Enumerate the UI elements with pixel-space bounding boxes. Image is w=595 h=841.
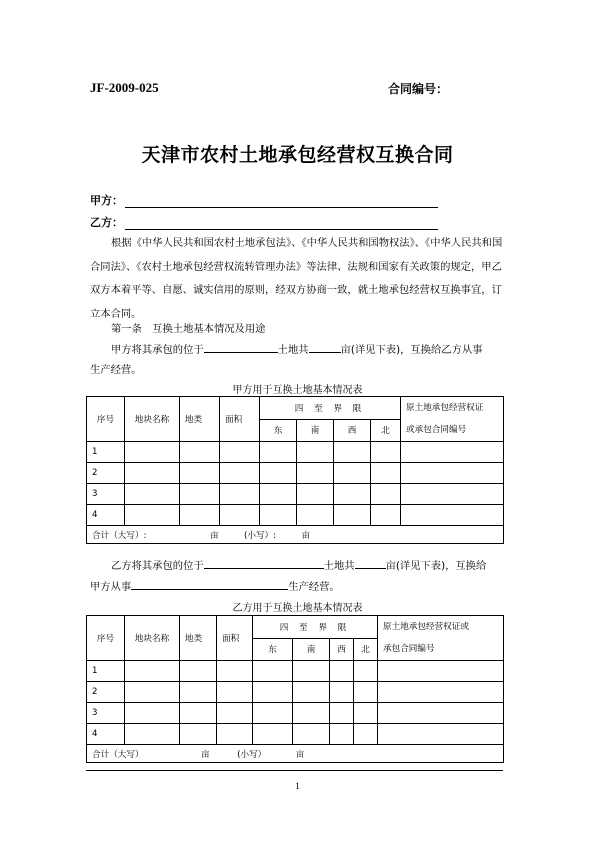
total-unit-2: 亩 (301, 530, 311, 541)
total-small-label: (小写） (237, 749, 267, 760)
table-cell[interactable] (297, 505, 334, 526)
col-bounds-header: 四 至 界 限 (260, 397, 401, 420)
table-cell[interactable] (180, 442, 220, 463)
table-cell[interactable] (330, 703, 354, 724)
col-bounds-header: 四 至 界 限 (253, 616, 378, 639)
table-cell[interactable] (401, 505, 504, 526)
cert-header-line-2: 或承包合同编号 (406, 425, 467, 435)
table-cell[interactable] (125, 661, 180, 682)
table-cell[interactable] (220, 442, 260, 463)
table-cell[interactable] (401, 463, 504, 484)
table-cell[interactable] (180, 682, 217, 703)
table-cell[interactable] (371, 442, 401, 463)
table-cell[interactable] (330, 724, 354, 745)
cert-header-line-1: 原土地承包经营权证或 (383, 622, 469, 632)
table-cell[interactable] (180, 463, 220, 484)
table-cell[interactable] (378, 682, 504, 703)
document-code: JF-2009-025 (90, 80, 159, 95)
table-cell[interactable] (401, 484, 504, 505)
col-north-header: 北 (354, 638, 378, 661)
table-cell[interactable] (334, 484, 371, 505)
col-east-header: 东 (253, 638, 293, 661)
col-north-header: 北 (371, 419, 401, 442)
total-small-label: (小写）: (244, 530, 277, 541)
table-cell[interactable] (260, 505, 297, 526)
row-number: 2 (87, 682, 125, 703)
col-south-header: 南 (297, 419, 334, 442)
party-a-blank (125, 196, 438, 208)
divider (86, 770, 503, 771)
row-number: 2 (87, 463, 125, 484)
party-b-land-line (111, 557, 486, 572)
table-cell[interactable] (125, 505, 180, 526)
table-row (87, 484, 504, 505)
row-number: 3 (87, 703, 125, 724)
party-b-label: 乙方： (90, 216, 123, 229)
table-cell[interactable] (217, 703, 253, 724)
b-location-blank (204, 558, 324, 569)
party-a-land-table (86, 396, 504, 544)
table-row (87, 724, 504, 745)
table-cell[interactable] (125, 724, 180, 745)
table-cell[interactable] (253, 724, 293, 745)
col-cert-header (378, 616, 504, 661)
party-b-land-table (86, 615, 504, 763)
col-no-header: 序号 (87, 616, 125, 661)
table-cell[interactable] (217, 661, 253, 682)
table-cell[interactable] (180, 724, 217, 745)
table-cell[interactable] (217, 724, 253, 745)
table-cell[interactable] (253, 682, 293, 703)
table-cell[interactable] (260, 442, 297, 463)
table-cell[interactable] (220, 505, 260, 526)
total-unit-1: 亩 (209, 530, 219, 541)
party-a-land-line (111, 341, 482, 356)
table-cell[interactable] (293, 724, 330, 745)
table-cell[interactable] (180, 484, 220, 505)
table-cell[interactable] (125, 703, 180, 724)
table-row (87, 682, 504, 703)
col-type-header: 地类 (180, 616, 217, 661)
row-number: 4 (87, 724, 125, 745)
table-cell[interactable] (354, 661, 378, 682)
table-cell[interactable] (354, 724, 378, 745)
table-total-row (87, 745, 504, 763)
table-cell[interactable] (125, 682, 180, 703)
table-cell[interactable] (330, 661, 354, 682)
table-cell[interactable] (371, 463, 401, 484)
col-area-header: 面积 (217, 616, 253, 661)
b-area-blank (355, 558, 386, 569)
col-area-header: 面积 (220, 397, 260, 442)
table-cell[interactable] (180, 505, 220, 526)
table-cell[interactable] (220, 484, 260, 505)
table-cell[interactable] (253, 703, 293, 724)
table-cell[interactable] (378, 724, 504, 745)
table-cell[interactable] (217, 682, 253, 703)
table-cell[interactable] (125, 442, 180, 463)
table-cell[interactable] (297, 463, 334, 484)
col-name-header: 地块名称 (125, 616, 180, 661)
article-1-title: 第一条 互换土地基本情况及用途 (111, 323, 266, 335)
a-line-text-3: 亩(详见下表)，互换给乙方从事 (340, 344, 483, 356)
cert-header-line-2: 承包合同编号 (383, 644, 435, 654)
table-cell[interactable] (260, 463, 297, 484)
b-line-text-2: 土地共 (323, 560, 355, 572)
row-number: 1 (87, 661, 125, 682)
a-line-text-2: 土地共 (277, 344, 309, 356)
table-cell[interactable] (378, 703, 504, 724)
col-west-header: 西 (334, 419, 371, 442)
b-line2-text-1: 甲方从事 (90, 581, 132, 593)
row-number: 3 (87, 484, 125, 505)
table-row (87, 505, 504, 526)
table-cell[interactable] (125, 463, 180, 484)
b-line-text-3: 亩(详见下表)，互换给 (385, 560, 487, 572)
table-cell[interactable] (125, 484, 180, 505)
party-a-line (90, 192, 438, 208)
a-line-text-1: 甲方将其承包的位于 (111, 344, 204, 356)
table-cell[interactable] (378, 661, 504, 682)
table-row (87, 442, 504, 463)
total-label: 合计（大写）: (92, 530, 147, 541)
table-cell[interactable] (334, 505, 371, 526)
contract-number-label: 合同编号： (388, 82, 449, 96)
b-line-text-1: 乙方将其承包的位于 (111, 560, 204, 572)
table-cell[interactable] (260, 484, 297, 505)
table-a-caption: 甲方用于互换土地基本情况表 (232, 385, 363, 396)
b-use-blank (131, 579, 288, 590)
col-no-header: 序号 (87, 397, 125, 442)
party-a-label: 甲方： (90, 194, 123, 207)
col-cert-header (401, 397, 504, 442)
table-cell[interactable] (297, 442, 334, 463)
table-row (87, 703, 504, 724)
total-unit-2: 亩 (295, 749, 305, 760)
table-cell[interactable] (401, 442, 504, 463)
b-line2-text-2: 生产经营。 (288, 581, 340, 593)
table-cell[interactable] (371, 484, 401, 505)
party-b-line (90, 214, 438, 230)
table-cell[interactable] (180, 661, 217, 682)
table-cell[interactable] (293, 661, 330, 682)
cert-header-line-1: 原土地承包经营权证 (406, 403, 484, 413)
table-total-row (87, 526, 504, 544)
table-cell[interactable] (330, 682, 354, 703)
party-a-land-line-2: 生产经营。 (90, 364, 142, 376)
page-number: 1 (295, 781, 300, 791)
table-cell[interactable] (180, 703, 217, 724)
table-cell[interactable] (354, 682, 378, 703)
table-cell[interactable] (220, 463, 260, 484)
col-south-header: 南 (293, 638, 330, 661)
page-title: 天津市农村土地承包经营权互换合同 (141, 144, 454, 166)
table-cell[interactable] (293, 703, 330, 724)
table-cell[interactable] (354, 703, 378, 724)
total-label: 合计（大写） (92, 749, 144, 760)
intro-paragraph: 根据《中华人民共和国农村土地承包法》、《中华人民共和国物权法》、《中华人民共和国合同法》、《农村土地承包经营权流转管理办法》等法律、法规和国家有关政策的规定，甲乙双方本着平等、自愿、诚实信用的原则，经双方协商一致，就土地承包经营权互换事宜，订立本合同。 (90, 237, 503, 320)
party-b-land-line-2 (90, 578, 340, 593)
row-number: 4 (87, 505, 125, 526)
col-west-header: 西 (330, 638, 354, 661)
col-type-header: 地类 (180, 397, 220, 442)
table-cell[interactable] (253, 661, 293, 682)
row-number: 1 (87, 442, 125, 463)
table-cell[interactable] (371, 505, 401, 526)
a-area-blank (309, 342, 341, 353)
a-location-blank (204, 342, 278, 353)
table-row (87, 661, 504, 682)
total-unit-1: 亩 (201, 749, 210, 760)
party-b-blank (125, 218, 438, 230)
col-east-header: 东 (260, 419, 297, 442)
table-cell[interactable] (293, 682, 330, 703)
table-cell[interactable] (334, 442, 371, 463)
total-cell (87, 745, 504, 763)
table-cell[interactable] (334, 463, 371, 484)
col-name-header: 地块名称 (125, 397, 180, 442)
table-b-caption: 乙方用于互换土地基本情况表 (232, 603, 363, 614)
table-cell[interactable] (297, 484, 334, 505)
total-cell (87, 526, 504, 544)
table-row (87, 463, 504, 484)
